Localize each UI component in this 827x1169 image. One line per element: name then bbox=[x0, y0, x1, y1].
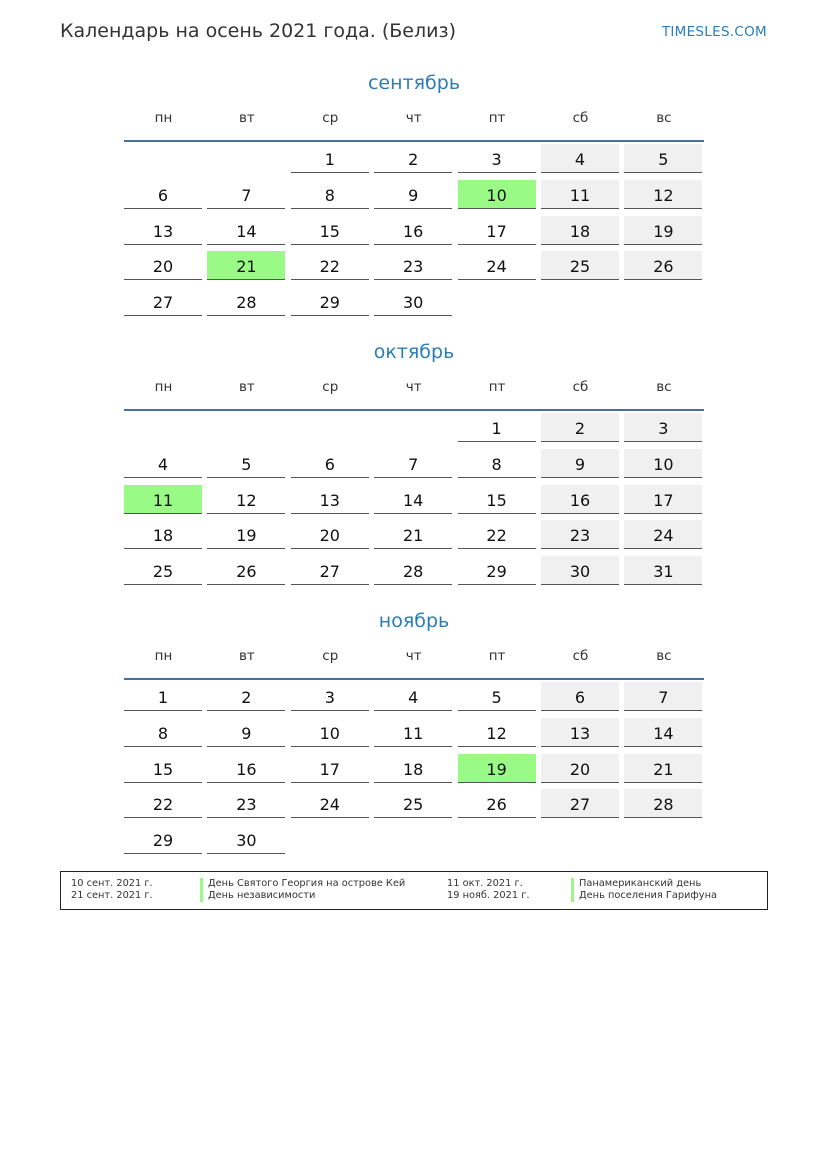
day-cell: 7 bbox=[624, 682, 702, 711]
legend-item bbox=[61, 878, 767, 890]
weekday-label: вс bbox=[656, 110, 672, 126]
day-cell: 25 bbox=[374, 789, 452, 818]
day-cell: 19 bbox=[624, 216, 702, 245]
day-cell: 1 bbox=[458, 413, 536, 442]
day-cell: 20 bbox=[291, 520, 369, 549]
day-cell: 7 bbox=[207, 180, 285, 209]
day-cell: 4 bbox=[374, 682, 452, 711]
day-cell: 9 bbox=[207, 718, 285, 747]
legend-holiday-name: День поселения Гарифуна bbox=[579, 890, 718, 901]
weekday-label: вс bbox=[656, 379, 672, 395]
day-cell: 30 bbox=[374, 287, 452, 316]
month-block bbox=[124, 610, 704, 870]
day-cell: 10 bbox=[291, 718, 369, 747]
weekday-label: ср bbox=[322, 379, 339, 395]
day-cell: 15 bbox=[291, 216, 369, 245]
day-cell: 27 bbox=[291, 556, 369, 585]
day-cell: 28 bbox=[374, 556, 452, 585]
day-cell: 14 bbox=[624, 718, 702, 747]
day-cell: 27 bbox=[124, 287, 202, 316]
weekday-header bbox=[124, 110, 704, 142]
day-cell: 16 bbox=[374, 216, 452, 245]
page-title: Календарь на осень 2021 года. (Белиз) bbox=[60, 20, 456, 42]
day-cell: 6 bbox=[124, 180, 202, 209]
day-cell: 2 bbox=[374, 144, 452, 173]
weekday-label: вт bbox=[238, 648, 255, 664]
day-cell: 18 bbox=[124, 520, 202, 549]
weekday-label: сб bbox=[572, 379, 589, 395]
day-cell: 16 bbox=[207, 754, 285, 783]
day-cell: 19 bbox=[207, 520, 285, 549]
day-cell: 6 bbox=[291, 449, 369, 478]
weekday-label: ср bbox=[322, 110, 339, 126]
day-cell: 10 bbox=[624, 449, 702, 478]
day-cell: 24 bbox=[291, 789, 369, 818]
weekday-label: пт bbox=[488, 379, 506, 395]
weekday-label: пт bbox=[488, 110, 506, 126]
day-cell: 23 bbox=[207, 789, 285, 818]
day-cell: 3 bbox=[458, 144, 536, 173]
month-name: ноябрь bbox=[378, 610, 450, 632]
weekday-label: вс bbox=[656, 648, 672, 664]
day-cell: 30 bbox=[207, 825, 285, 854]
legend-date: 10 сент. 2021 г. bbox=[71, 878, 153, 889]
day-cell: 22 bbox=[291, 251, 369, 280]
weekday-label: пт bbox=[488, 648, 506, 664]
weekday-label: чт bbox=[405, 648, 422, 664]
day-cell: 18 bbox=[374, 754, 452, 783]
day-cell: 17 bbox=[291, 754, 369, 783]
day-cell: 24 bbox=[624, 520, 702, 549]
day-cell: 6 bbox=[541, 682, 619, 711]
weekday-label: вт bbox=[238, 379, 255, 395]
day-cell: 26 bbox=[207, 556, 285, 585]
day-cell: 12 bbox=[624, 180, 702, 209]
day-cell: 30 bbox=[541, 556, 619, 585]
weekday-label: сб bbox=[572, 110, 589, 126]
weekday-label: чт bbox=[405, 379, 422, 395]
day-cell: 15 bbox=[124, 754, 202, 783]
day-cell: 23 bbox=[541, 520, 619, 549]
month-name: октябрь bbox=[373, 341, 455, 363]
holiday-day-cell: 19 bbox=[458, 754, 536, 783]
day-cell: 29 bbox=[124, 825, 202, 854]
day-cell: 1 bbox=[124, 682, 202, 711]
legend-holiday-name: Панамериканский день bbox=[579, 878, 702, 889]
day-cell: 3 bbox=[291, 682, 369, 711]
weekday-label: пн bbox=[154, 379, 173, 395]
day-cell: 8 bbox=[291, 180, 369, 209]
legend-date: 11 окт. 2021 г. bbox=[447, 878, 523, 889]
day-cell: 25 bbox=[541, 251, 619, 280]
day-cell: 22 bbox=[458, 520, 536, 549]
day-cell: 18 bbox=[541, 216, 619, 245]
day-cell: 20 bbox=[541, 754, 619, 783]
weekday-label: пн bbox=[154, 648, 173, 664]
day-cell: 16 bbox=[541, 485, 619, 514]
day-cell: 8 bbox=[124, 718, 202, 747]
legend-date: 19 нояб. 2021 г. bbox=[447, 890, 530, 901]
weekday-label: ср bbox=[322, 648, 339, 664]
day-cell: 29 bbox=[291, 287, 369, 316]
day-cell: 11 bbox=[541, 180, 619, 209]
day-cell: 14 bbox=[374, 485, 452, 514]
weekday-label: сб bbox=[572, 648, 589, 664]
holiday-day-cell: 21 bbox=[207, 251, 285, 280]
day-cell: 17 bbox=[458, 216, 536, 245]
day-cell: 20 bbox=[124, 251, 202, 280]
day-cell: 25 bbox=[124, 556, 202, 585]
holiday-color-marker bbox=[571, 890, 574, 902]
day-cell: 9 bbox=[541, 449, 619, 478]
day-cell: 8 bbox=[458, 449, 536, 478]
day-cell: 17 bbox=[624, 485, 702, 514]
day-cell: 12 bbox=[207, 485, 285, 514]
legend-holiday-name: День независимости bbox=[208, 890, 316, 901]
holiday-day-cell: 11 bbox=[124, 485, 202, 514]
day-cell: 23 bbox=[374, 251, 452, 280]
day-cell: 11 bbox=[374, 718, 452, 747]
day-cell: 29 bbox=[458, 556, 536, 585]
day-cell: 7 bbox=[374, 449, 452, 478]
day-cell: 4 bbox=[541, 144, 619, 173]
day-cell: 3 bbox=[624, 413, 702, 442]
day-cell: 21 bbox=[624, 754, 702, 783]
day-cell: 21 bbox=[374, 520, 452, 549]
day-cell: 1 bbox=[291, 144, 369, 173]
holiday-color-marker bbox=[571, 878, 574, 890]
day-cell: 22 bbox=[124, 789, 202, 818]
day-cell: 24 bbox=[458, 251, 536, 280]
legend-item bbox=[61, 890, 767, 902]
day-cell: 26 bbox=[458, 789, 536, 818]
day-cell: 9 bbox=[374, 180, 452, 209]
day-cell: 12 bbox=[458, 718, 536, 747]
weekday-label: пн bbox=[154, 110, 173, 126]
day-cell: 26 bbox=[624, 251, 702, 280]
month-block bbox=[124, 72, 704, 332]
holiday-legend bbox=[60, 871, 768, 910]
month-block bbox=[124, 341, 704, 601]
day-cell: 28 bbox=[207, 287, 285, 316]
day-cell: 5 bbox=[207, 449, 285, 478]
weekday-header bbox=[124, 379, 704, 411]
day-cell: 14 bbox=[207, 216, 285, 245]
holiday-day-cell: 10 bbox=[458, 180, 536, 209]
legend-holiday-name: День Святого Георгия на острове Кей bbox=[208, 878, 406, 889]
weekday-label: чт bbox=[405, 110, 422, 126]
day-cell: 28 bbox=[624, 789, 702, 818]
day-cell: 2 bbox=[207, 682, 285, 711]
day-cell: 2 bbox=[541, 413, 619, 442]
month-name: сентябрь bbox=[367, 72, 461, 94]
day-cell: 5 bbox=[624, 144, 702, 173]
legend-date: 21 сент. 2021 г. bbox=[71, 890, 153, 901]
weekday-label: вт bbox=[238, 110, 255, 126]
day-cell: 13 bbox=[291, 485, 369, 514]
day-cell: 31 bbox=[624, 556, 702, 585]
brand-link[interactable]: TIMESLES.COM bbox=[661, 24, 767, 40]
day-cell: 5 bbox=[458, 682, 536, 711]
day-cell: 4 bbox=[124, 449, 202, 478]
day-cell: 13 bbox=[124, 216, 202, 245]
weekday-header bbox=[124, 648, 704, 680]
day-cell: 27 bbox=[541, 789, 619, 818]
day-cell: 13 bbox=[541, 718, 619, 747]
day-cell: 15 bbox=[458, 485, 536, 514]
